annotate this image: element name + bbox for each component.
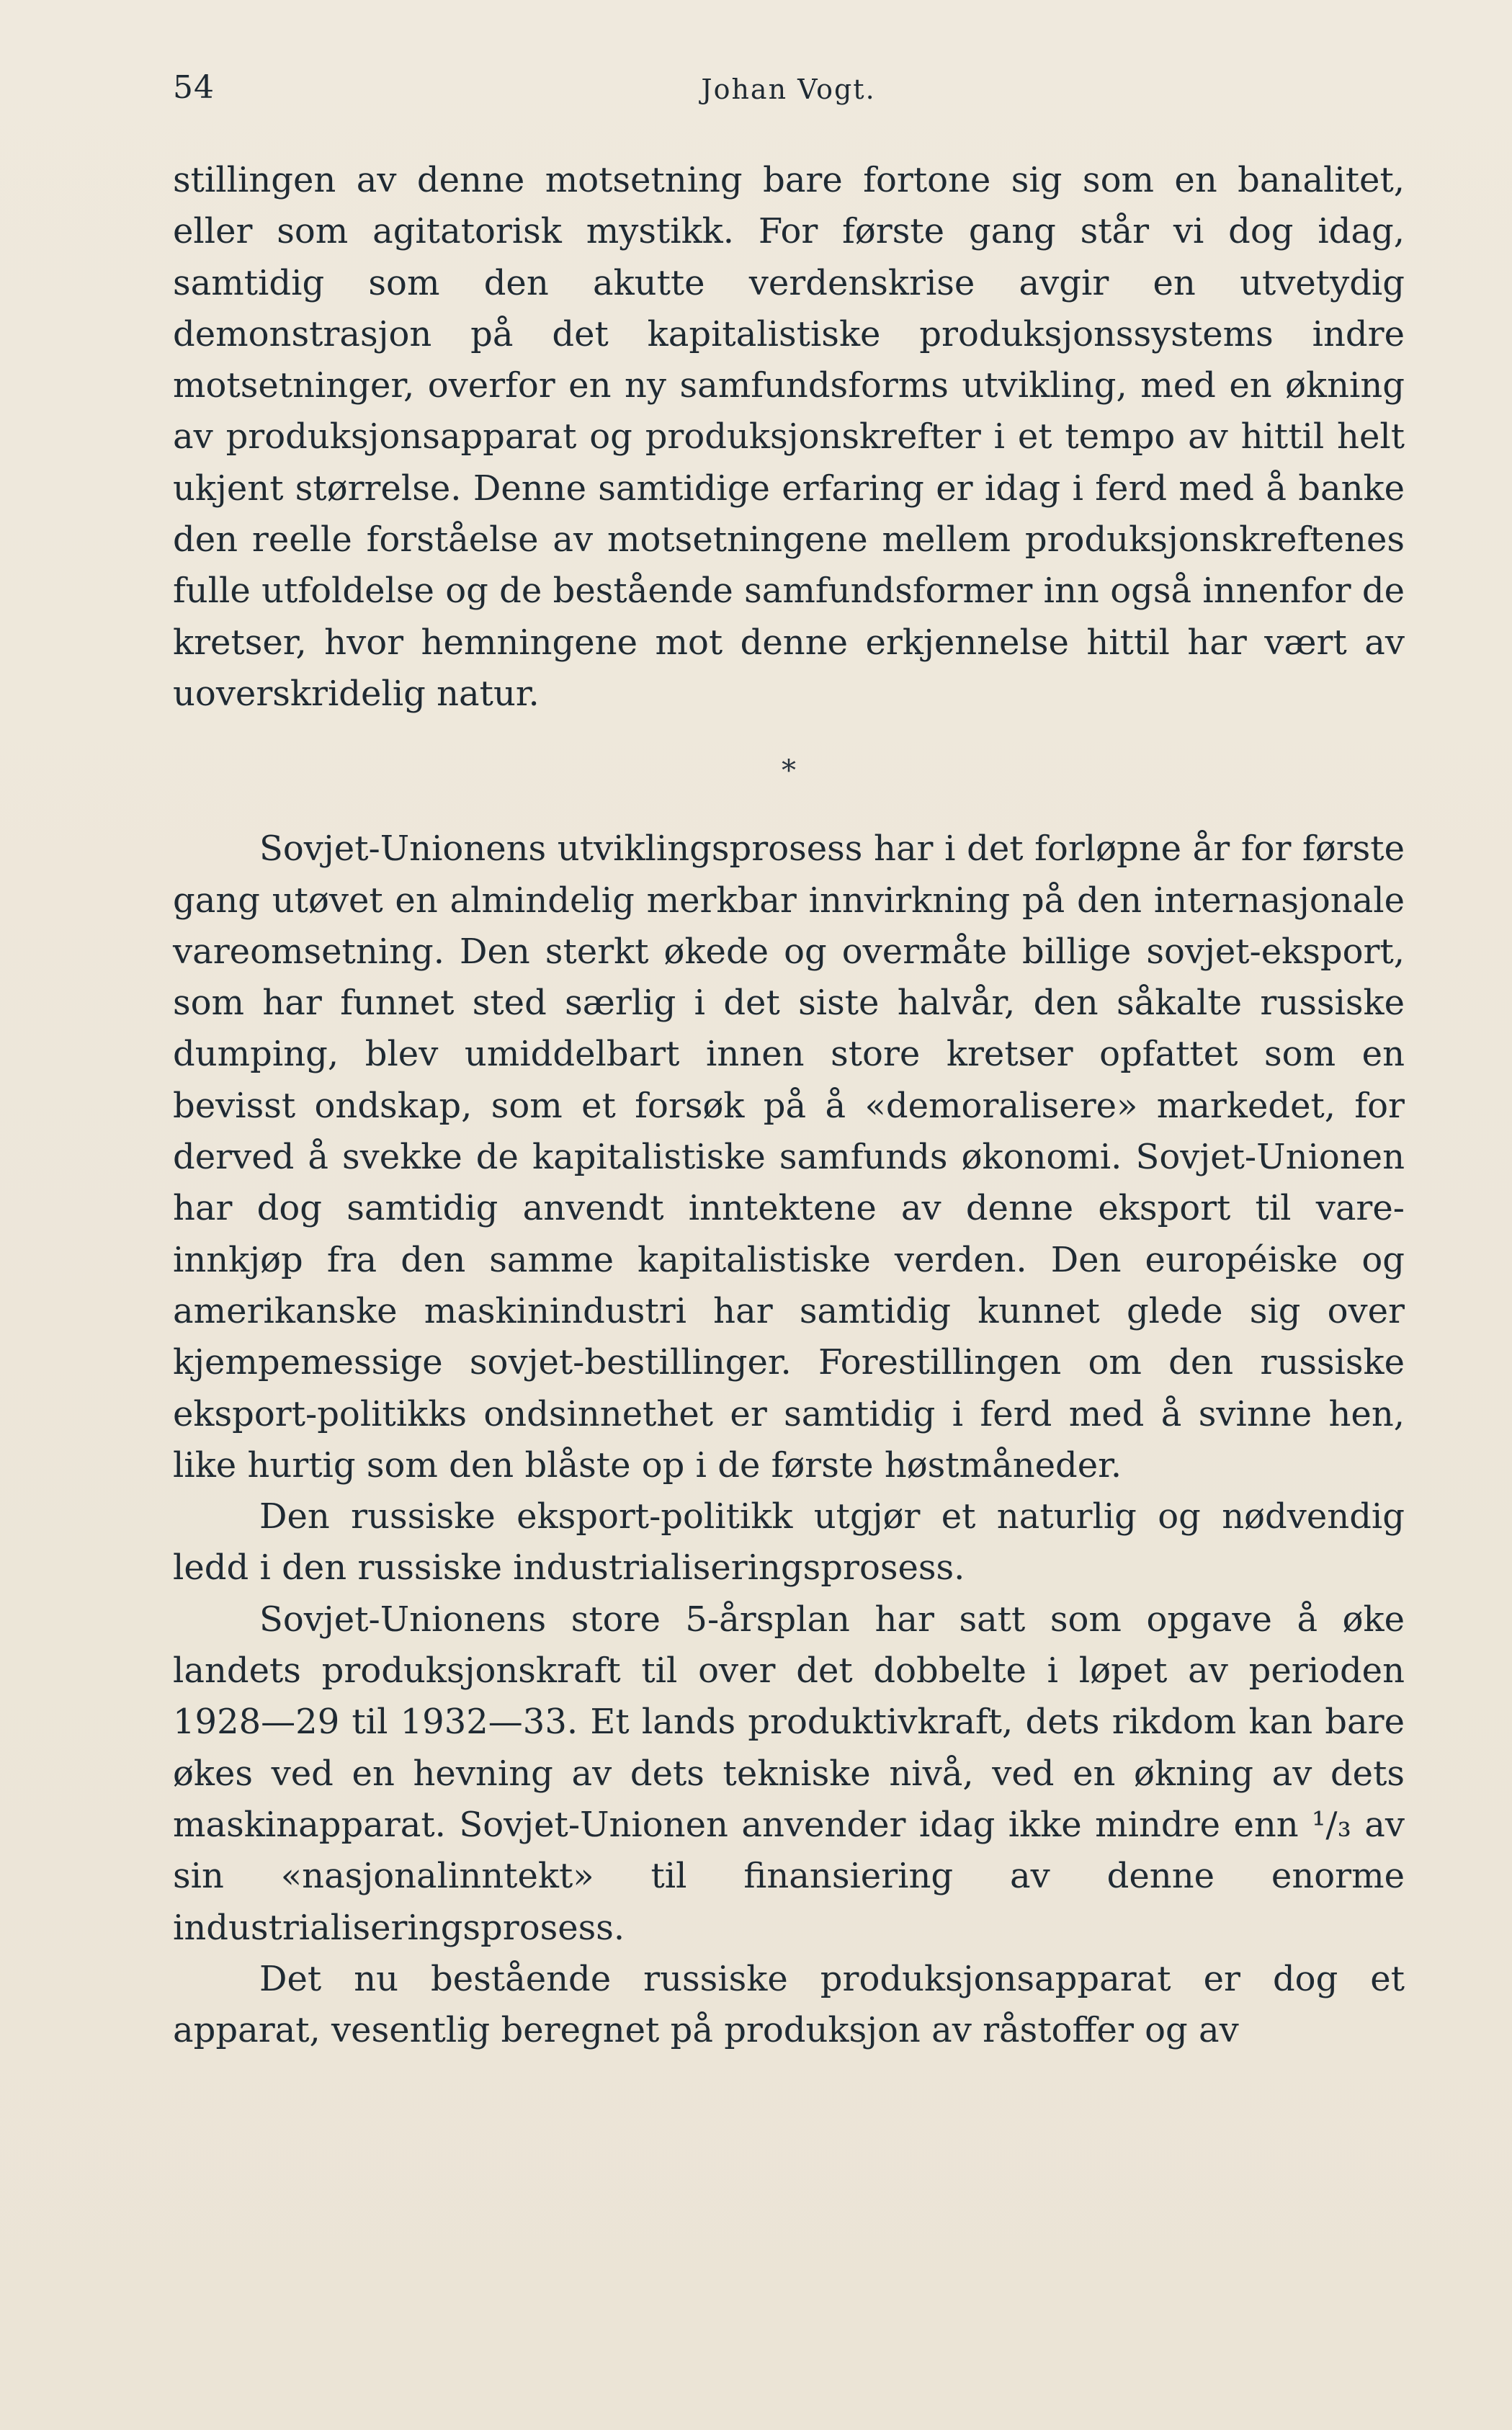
- section-separator-asterisk: *: [782, 754, 796, 788]
- body-text: [173, 155, 1405, 2056]
- paragraph-sovjet-eksport: Sovjet-Unionens utviklingsprosess har i det forløpne år for første gang utøvet en almindelig merkbar innvirkning på den internasjonale vareomsetning. Den sterkt økede og overmåte billige sovjet-eksport, som har funnet sted særlig i det siste halvår, den såkalte russiske dumping, blev umiddelbart innen store kretser opfattet som en bevisst ondskap, som et forsøk på å «demoralisere» markedet, for derved å svekke de kapitalistiske samfunds økonomi. Sovjet-Unionen har dog samtidig anvendt inntektene av denne eksport til vare-innkjøp fra den samme kapitalistiske verden. Den européiske og amerikanske maskinindustri har samtidig kunnet glede sig over kjempemessige sovjet-bestillinger. Forestillingen om den russiske eksport-politikks ondsinnethet er samtidig i ferd med å svinne hen, like hurtig som den blåste op i de første høstmåneder.: [173, 828, 1405, 1486]
- paragraph-eksport-politikk: Den russiske eksport-politikk utgjør et naturlig og nødvendig ledd i den russiske industrialiseringsprosess.: [173, 1496, 1405, 1589]
- paragraph-5-arsplan: Sovjet-Unionens store 5-årsplan har satt som opgave å øke landets produksjonskraft til over det dobbelte i løpet av perioden 1928—29 til 1932—33. Et lands produktivkraft, dets rikdom kan bare økes ved en hevning av dets tekniske nivå, ved en økning av dets maskinapparat. Sovjet-Unionen anvender idag ikke mindre enn ¹/₃ av sin «nasjonalinntekt» til finansiering av denne enorme industrialiseringsprosess.: [173, 1599, 1405, 1948]
- running-head: Johan Vogt.: [701, 73, 876, 105]
- paragraph-produksjonsapparat: Det nu bestående russiske produksjonsapparat er dog et apparat, vesentlig beregnet på produksjon av råstoffer og av: [173, 1958, 1405, 2051]
- page-number: 54: [173, 69, 215, 106]
- page-header: [173, 69, 1404, 112]
- paragraph-continued: stillingen av denne motsetning bare fortone sig som en banalitet, eller som agitatorisk mystikk. For første gang står vi dog idag, samtidig som den akutte verdenskrise avgir en utvetydig demonstrasjon på det kapitalistiske produksjonssystems indre motsetninger, overfor en ny samfundsforms utvikling, med en økning av produksjonsapparat og produksjonskrefter i et tempo av hittil helt ukjent størrelse. Denne samtidige erfaring er idag i ferd med å banke den reelle forståelse av motsetningene mellem produksjonskreftenes fulle utfoldelse og de bestående samfundsformer inn også innenfor de kretser, hvor hemningene mot denne erkjennelse hittil har vært av uoverskridelig natur.: [173, 160, 1405, 714]
